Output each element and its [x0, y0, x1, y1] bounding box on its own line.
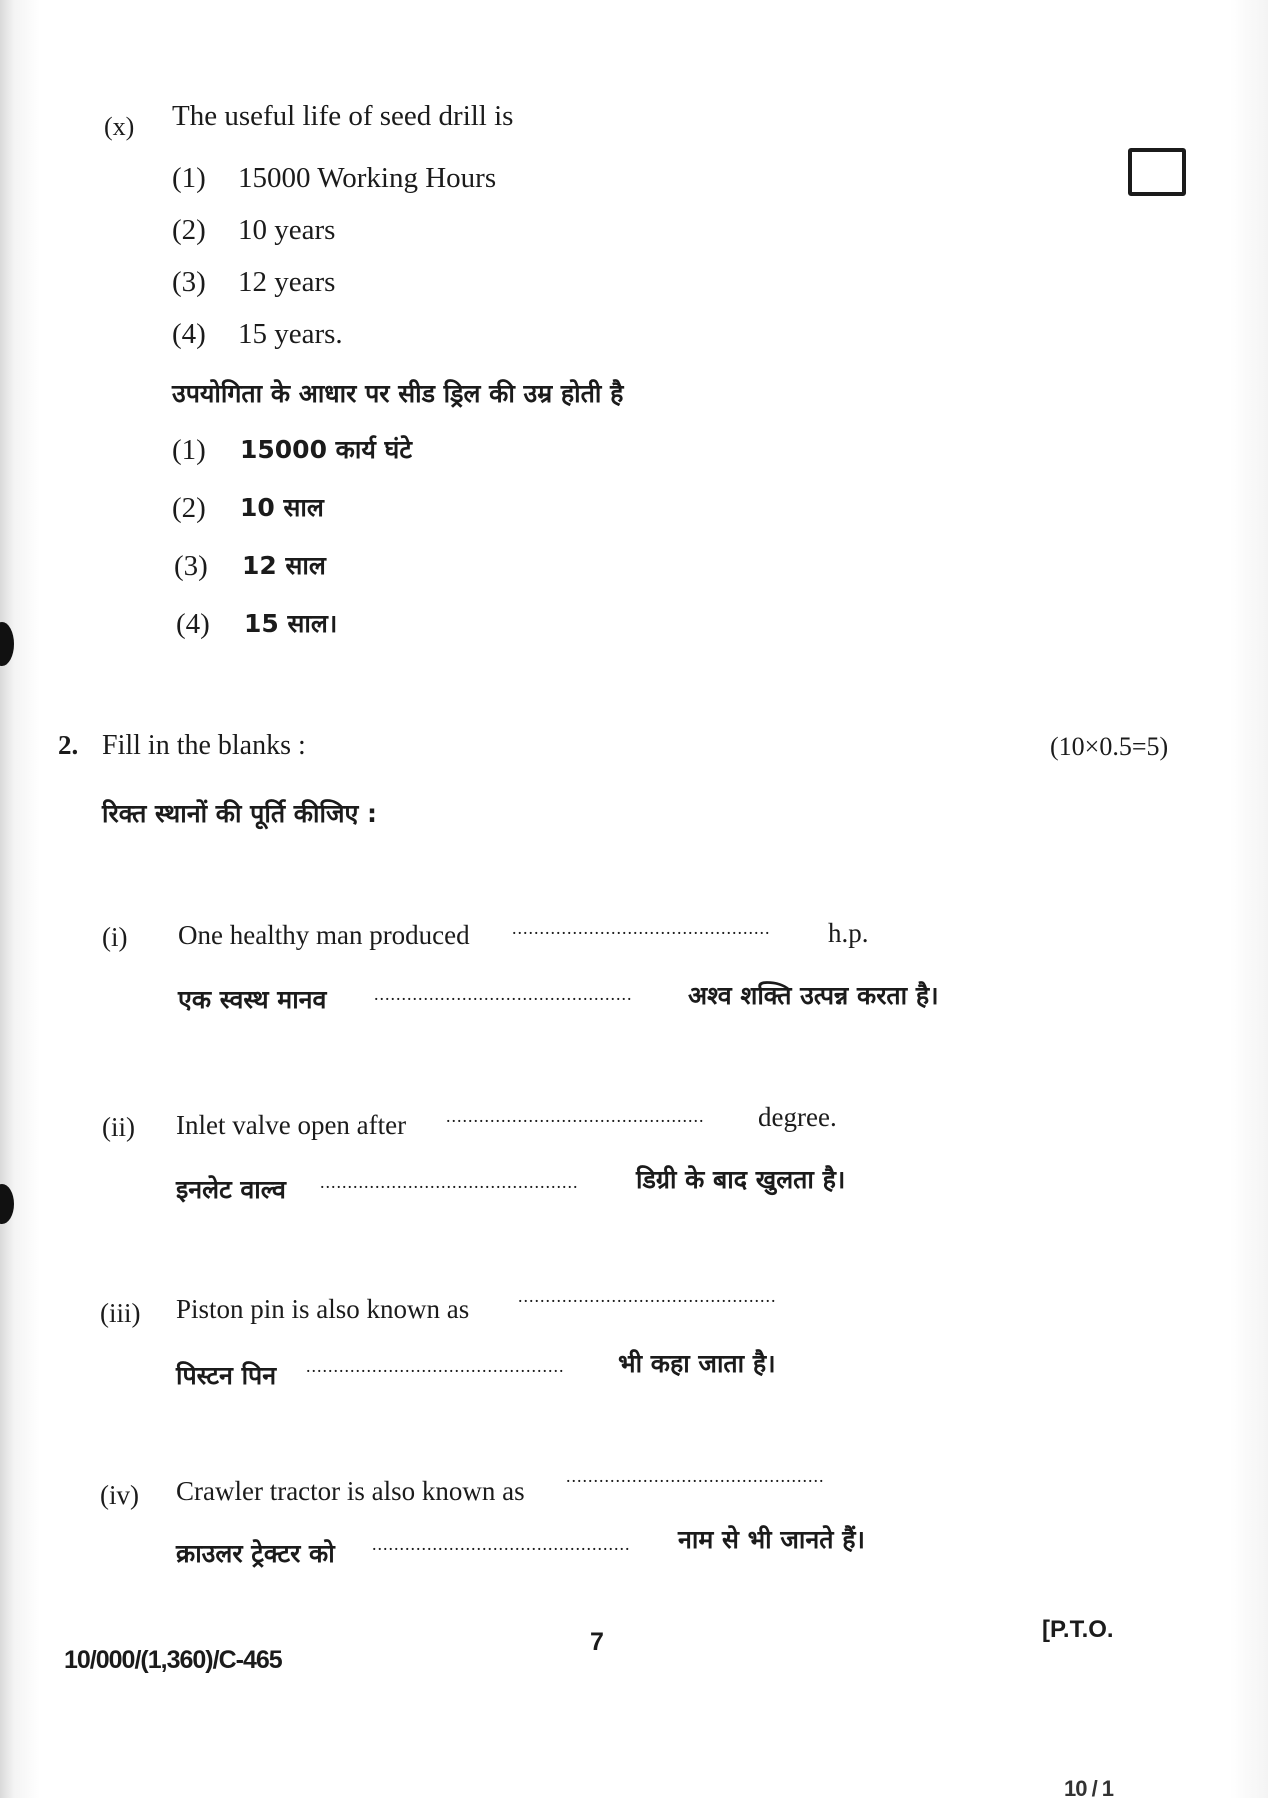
- option-text-hi: 15000 कार्य घंटे: [240, 435, 412, 464]
- blank-item-text-en: Inlet valve open after: [176, 1110, 407, 1140]
- option-text-hi: 12 साल: [242, 551, 326, 580]
- option-text-hi: 15 साल।: [244, 609, 338, 638]
- option-text: 15 years.: [238, 318, 343, 350]
- blank-line-hi: ...............................................: [320, 1172, 579, 1192]
- blank-item-suffix-en: degree.: [758, 1102, 837, 1132]
- blank-item-suffix-hi: भी कहा जाता है।: [618, 1349, 776, 1378]
- blank-item-text-en: Crawler tractor is also known as: [176, 1476, 525, 1506]
- question-2-title-en: Fill in the blanks :: [102, 730, 306, 761]
- blank-item-suffix-en: h.p.: [828, 918, 869, 948]
- blank-item-text-en: One healthy man produced: [178, 920, 470, 950]
- bottom-stamp: 10 / 1: [1064, 1776, 1114, 1801]
- question-2-title-hi: रिक्त स्थानों की पूर्ति कीजिए :: [102, 799, 378, 828]
- blank-item-label: (iv): [100, 1480, 139, 1510]
- question-2-number: 2.: [58, 730, 79, 760]
- binder-hole-top: [0, 622, 14, 666]
- option-number: (2): [172, 214, 206, 246]
- blank-item-text-hi: एक स्वस्थ मानव: [178, 985, 327, 1014]
- option-text: 12 years: [238, 266, 336, 298]
- blank-item-text-hi: क्राउलर ट्रेक्टर को: [176, 1539, 335, 1568]
- blank-line-hi: ...............................................: [306, 1356, 565, 1376]
- option-text: 10 years: [238, 214, 336, 246]
- blank-item-label: (ii): [102, 1112, 135, 1142]
- blank-item-text-hi: इनलेट वाल्व: [176, 1175, 286, 1204]
- blank-line: ...............................................: [446, 1106, 705, 1126]
- question-text-en: The useful life of seed drill is: [172, 100, 514, 132]
- blank-line: ...............................................: [512, 918, 771, 938]
- binder-hole-bottom: [0, 1184, 14, 1224]
- blank-line: ...............................................: [566, 1466, 825, 1486]
- question-text-hi: उपयोगिता के आधार पर सीड ड्रिल की उम्र होती है: [172, 379, 624, 408]
- option-number-hi: (4): [176, 608, 210, 640]
- question-2-marks: (10×0.5=5): [1050, 732, 1169, 761]
- blank-item-label: (i): [102, 922, 128, 952]
- option-text: 15000 Working Hours: [238, 162, 497, 194]
- option-text-hi: 10 साल: [240, 493, 324, 522]
- blank-item-suffix-hi: नाम से भी जानते हैं।: [678, 1525, 865, 1554]
- blank-line-hi: ...............................................: [374, 984, 633, 1004]
- blank-item-text-hi: पिस्टन पिन: [176, 1361, 277, 1390]
- blank-line: ...............................................: [518, 1286, 777, 1306]
- blank-item-suffix-hi: अश्व शक्ति उत्पन्न करता है।: [688, 981, 939, 1010]
- blank-item-text-en: Piston pin is also known as: [176, 1294, 470, 1324]
- blank-item-suffix-hi: डिग्री के बाद खुलता है।: [636, 1165, 846, 1194]
- blank-item-label: (iii): [100, 1298, 141, 1328]
- answer-box: [1128, 148, 1186, 196]
- question-label: (x): [104, 112, 135, 141]
- paper-code: 10/000/(1,360)/C-465: [64, 1646, 282, 1674]
- option-number: (4): [172, 318, 206, 350]
- option-number-hi: (2): [172, 492, 206, 524]
- pto-label: [P.T.O.: [1042, 1616, 1114, 1643]
- option-number-hi: (1): [172, 434, 206, 466]
- page-number: 7: [590, 1628, 603, 1656]
- option-number: (1): [172, 162, 206, 194]
- option-number: (3): [172, 266, 206, 298]
- blank-line-hi: ...............................................: [372, 1534, 631, 1554]
- option-number-hi: (3): [174, 550, 208, 582]
